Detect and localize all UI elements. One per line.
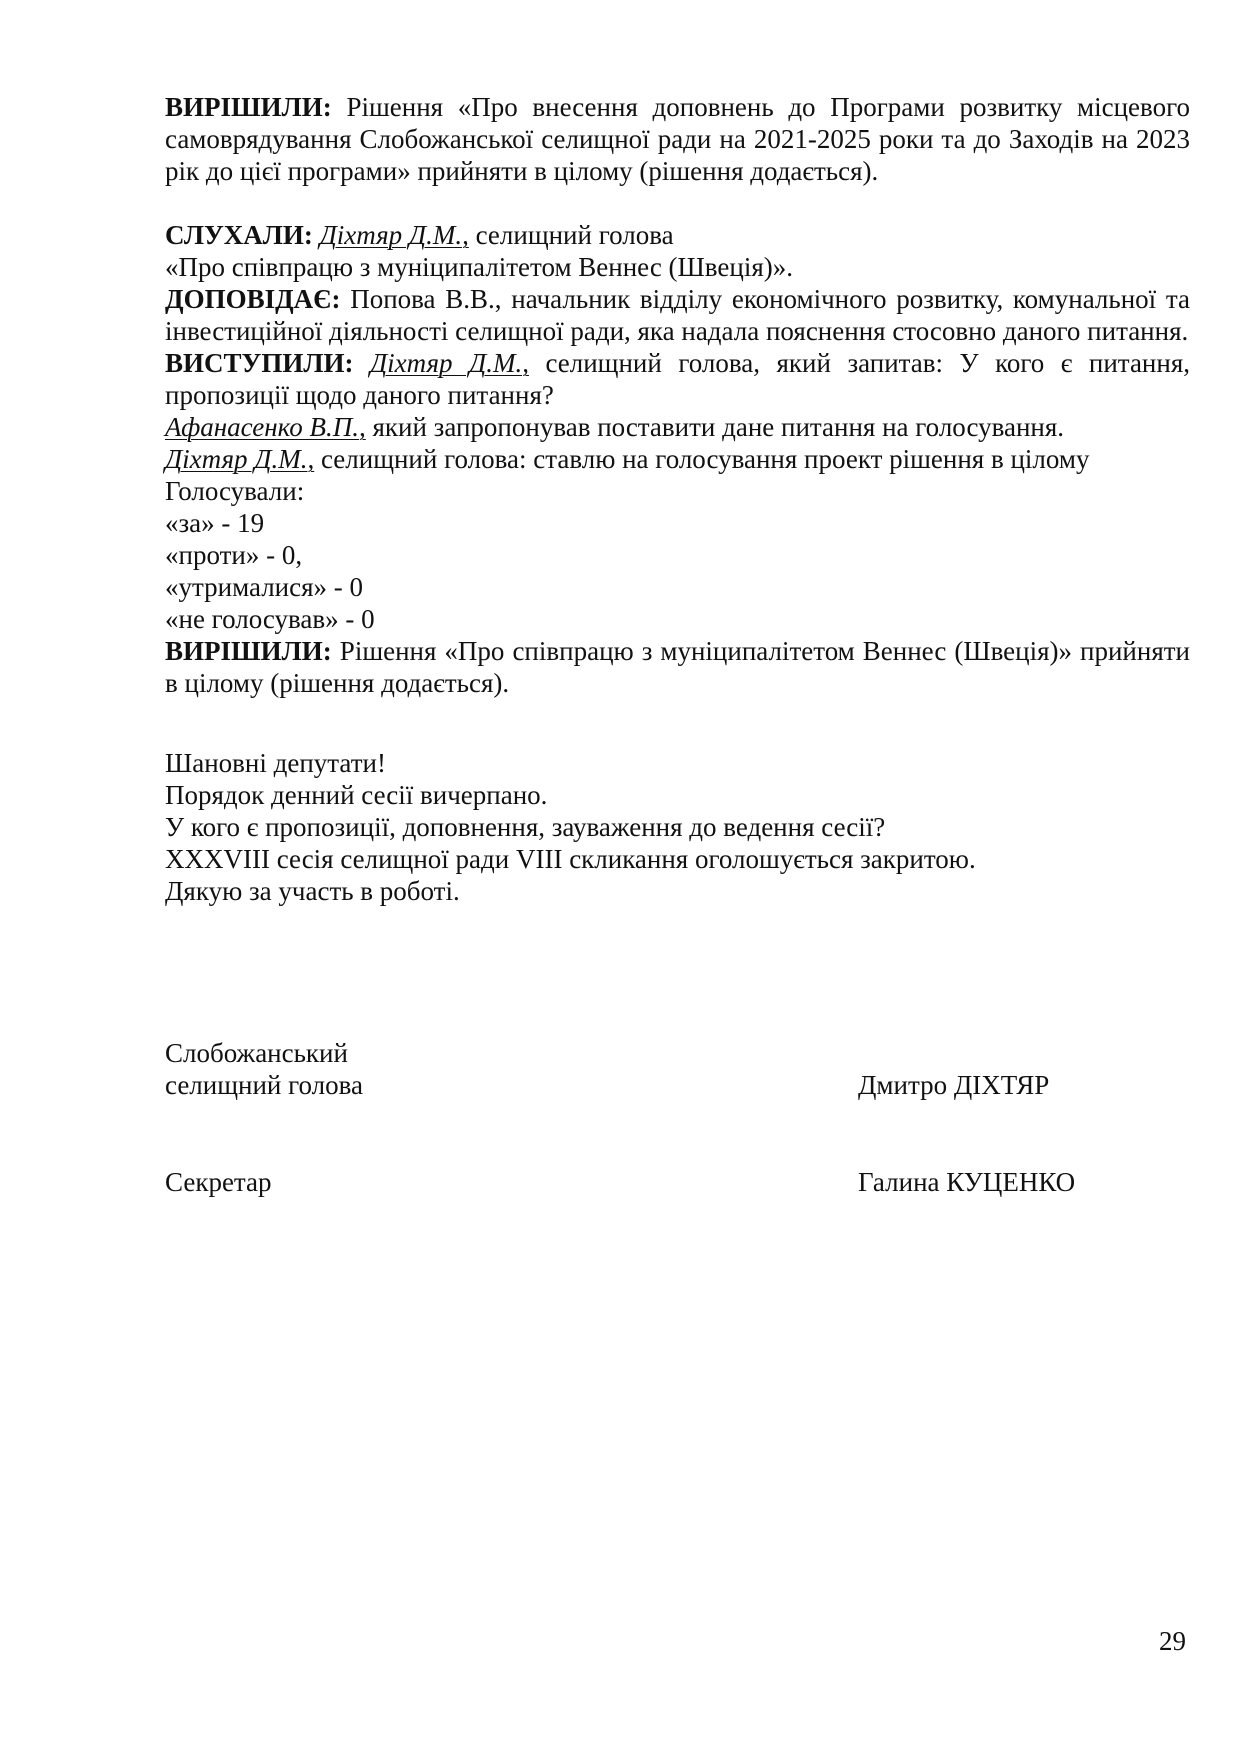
cooperation-agenda-section — [165, 219, 1190, 699]
vote-against: «проти» - 0, — [165, 540, 303, 570]
agenda-topic: «Про співпрацю з муніципалітетом Веннес (Швеція)». — [165, 252, 793, 282]
closing-line-5: Дякую за участь в роботі. — [165, 876, 460, 906]
chair-title — [165, 1037, 363, 1101]
closing-line-3: У кого є пропозиції, доповнення, зауваження до ведення сесії? — [165, 812, 886, 842]
vote-not-voted: «не голосував» - 0 — [165, 604, 375, 634]
closing-line-2: Порядок денний сесії вичерпано. — [165, 780, 548, 810]
vote-abstained: «утрималися» - 0 — [165, 572, 364, 602]
cooperation-decision-label: ВИРІШИЛИ: — [165, 636, 332, 666]
reporter-text: Попова В.В., начальник відділу економічного розвитку, комунальної та інвестиційної діяльності селищної ради, яка надала пояснення стосовно даного питання. — [165, 284, 1190, 346]
afanasenko-line — [165, 411, 1190, 443]
decision-section-program — [165, 91, 1190, 187]
speaker-name-dikhtiar: Діхтяр Д.М., — [319, 220, 469, 250]
spoke-text: селищний голова, який запитав: У кого є питання, пропозиції щодо даного питання? — [165, 348, 1190, 410]
spoke-label: ВИСТУПИЛИ: — [165, 348, 354, 378]
decision-label: ВИРІШИЛИ: — [165, 92, 332, 122]
cooperation-decision — [165, 635, 1190, 699]
speaker-role: селищний голова — [468, 220, 674, 250]
voted-label: Голосували: — [165, 476, 305, 506]
vote-for: «за» - 19 — [165, 508, 265, 538]
reporter-paragraph — [165, 283, 1190, 347]
heard-line — [165, 219, 1190, 251]
speakers-paragraph — [165, 347, 1190, 411]
closing-section — [165, 747, 1190, 907]
chair-title-line-2: селищний голова — [165, 1070, 364, 1100]
spoke-name-dikhtiar: Діхтяр Д.М., — [369, 348, 529, 378]
dikhtiar-vote-line — [165, 443, 1190, 475]
page-number: 29 — [1159, 1626, 1186, 1656]
chair-title-line-1: Слобожанський — [165, 1038, 348, 1068]
heard-label: СЛУХАЛИ: — [165, 220, 313, 250]
dikhtiar-vote-name: Діхтяр Д.М., — [165, 444, 315, 474]
chair-signature-name: Дмитро ДІХТЯР — [858, 1070, 1050, 1100]
closing-line-1: Шановні депутати! — [165, 748, 386, 778]
afanasenko-name: Афанасенко В.П., — [165, 412, 366, 442]
closing-line-4: XXXVIII сесія селищної ради VIII скликання оголошується закритою. — [165, 844, 976, 874]
program-decision-text: Рішення «Про внесення доповнень до Програми розвитку місцевого самоврядування Слобожанської селищної ради на 2021-2025 роки та до Заходів на 2023 рік до цієї програми» прийняти в цілому (рішення додається). — [165, 92, 1191, 186]
cooperation-decision-text: Рішення «Про співпрацю з муніципалітетом Веннес (Швеція)» прийняти в цілому (рішення додається). — [165, 636, 1190, 698]
reporter-label: ДОПОВІДАЄ: — [165, 284, 341, 314]
dikhtiar-vote-text: селищний голова: ставлю на голосування проект рішення в цілому — [314, 444, 1090, 474]
afanasenko-text: який запропонував поставити дане питання на голосування. — [365, 412, 1065, 442]
secretary-title: Секретар — [165, 1167, 272, 1197]
secretary-signature-name: Галина КУЦЕНКО — [858, 1167, 1076, 1197]
